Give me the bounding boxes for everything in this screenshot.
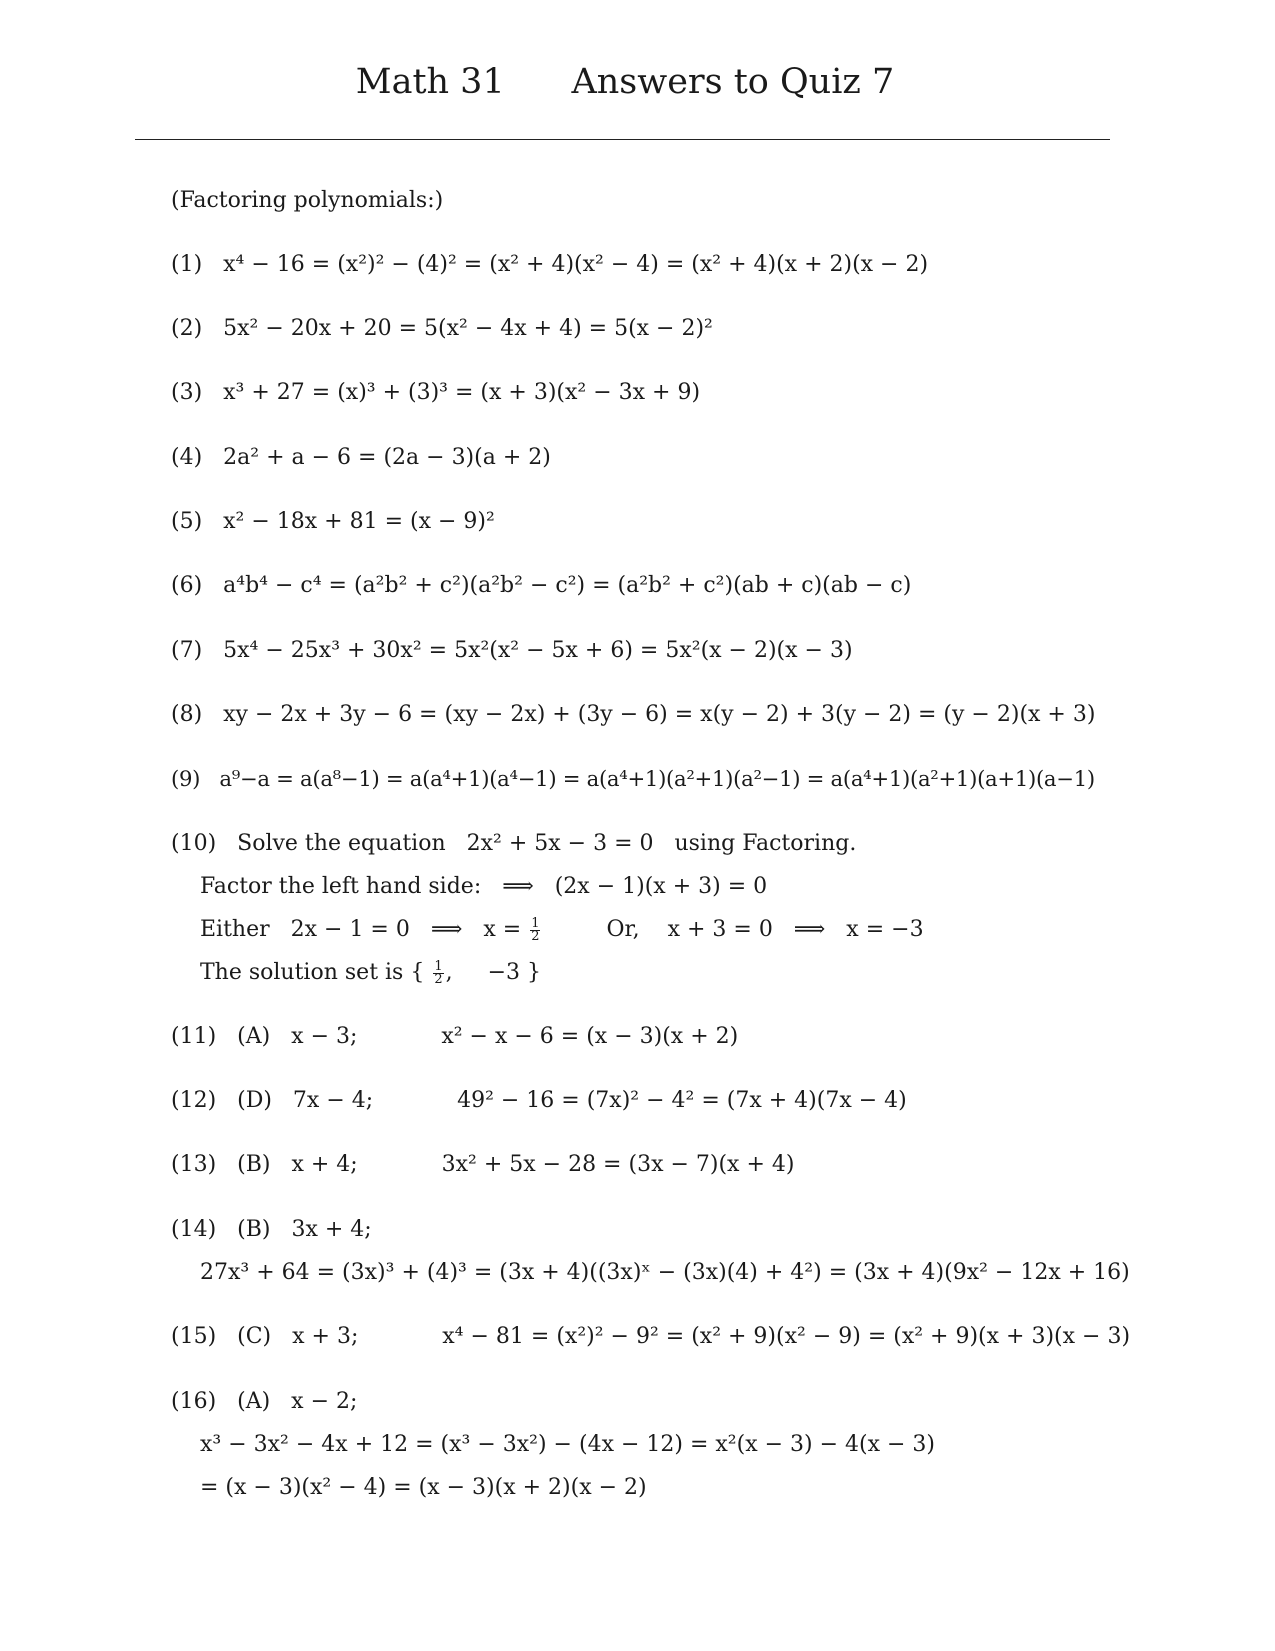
- problem-1: (1) x⁴ − 16 = (x²)² − (4)² = (x² + 4)(x² − 4) = (x² + 4)(x + 2)(x − 2): [171, 252, 929, 277]
- problem-8: (8) xy − 2x + 3y − 6 = (xy − 2x) + (3y − 6) = x(y − 2) + 3(y − 2) = (y − 2)(x + 3): [171, 702, 1096, 727]
- answer-16-line-1: x³ − 3x² − 4x + 12 = (x³ − 3x²) − (4x − 12) = x²(x − 3) − 4(x − 3): [200, 1432, 936, 1457]
- problem-2: (2) 5x² − 20x + 20 = 5(x² − 4x + 4) = 5(x − 2)²: [171, 316, 713, 341]
- page-title: Math 31 Answers to Quiz 7: [355, 62, 895, 102]
- problem-10-statement: (10) Solve the equation 2x² + 5x − 3 = 0 using Factoring.: [171, 831, 857, 856]
- problem-6: (6) a⁴b⁴ − c⁴ = (a²b² + c²)(a²b² − c²) = (a²b² + c²)(ab + c)(ab − c): [171, 573, 912, 598]
- answer-12: (12) (D) 7x − 4; 49² − 16 = (7x)² − 4² = (7x + 4)(7x − 4): [171, 1088, 907, 1113]
- solution-half-fraction: $\frac{1}{2}$: [434, 958, 443, 987]
- answer-14-detail: 27x³ + 64 = (3x)³ + (4)³ = (3x + 4)((3x)ˣ − (3x)(4) + 4²) = (3x + 4)(9x² − 12x + 16): [200, 1260, 1130, 1285]
- answer-16-line-2: = (x − 3)(x² − 4) = (x − 3)(x + 2)(x − 2): [200, 1475, 647, 1500]
- problem-7: (7) 5x⁴ − 25x³ + 30x² = 5x²(x² − 5x + 6) = 5x²(x − 2)(x − 3): [171, 638, 853, 663]
- problem-10-factor-line: Factor the left hand side: ⟹ (2x − 1)(x + 3) = 0: [200, 874, 768, 899]
- half-fraction: $\frac{1}{2}$: [531, 915, 540, 944]
- answer-11: (11) (A) x − 3; x² − x − 6 = (x − 3)(x + 2): [171, 1024, 739, 1049]
- answer-15: (15) (C) x + 3; x⁴ − 81 = (x²)² − 9² = (x² + 9)(x² − 9) = (x² + 9)(x + 3)(x − 3): [171, 1324, 1131, 1349]
- answer-13: (13) (B) x + 4; 3x² + 5x − 28 = (3x − 7)(x + 4): [171, 1152, 795, 1177]
- solution-suffix: , −3 }: [445, 960, 542, 985]
- problem-10-solution-set: [200, 959, 541, 987]
- problem-10-either-line: [200, 916, 924, 944]
- problem-9: (9) a⁹−a = a(a⁸−1) = a(a⁴+1)(a⁴−1) = a(a⁴+1)(a²+1)(a²−1) = a(a⁴+1)(a²+1)(a+1)(a−1): [171, 766, 1095, 791]
- title-rule: [135, 139, 1110, 140]
- solution-prefix: The solution set is {: [200, 960, 432, 985]
- or-text: Or, x + 3 = 0 ⟹ x = −3: [606, 917, 924, 942]
- problem-5: (5) x² − 18x + 81 = (x − 9)²: [171, 509, 495, 534]
- answer-16: (16) (A) x − 2;: [171, 1389, 358, 1414]
- answer-14: (14) (B) 3x + 4;: [171, 1217, 372, 1242]
- section-intro: (Factoring polynomials:): [171, 188, 444, 213]
- problem-4: (4) 2a² + a − 6 = (2a − 3)(a + 2): [171, 445, 551, 470]
- problem-3: (3) x³ + 27 = (x)³ + (3)³ = (x + 3)(x² − 3x + 9): [171, 380, 701, 405]
- either-text: Either 2x − 1 = 0 ⟹ x =: [200, 917, 529, 942]
